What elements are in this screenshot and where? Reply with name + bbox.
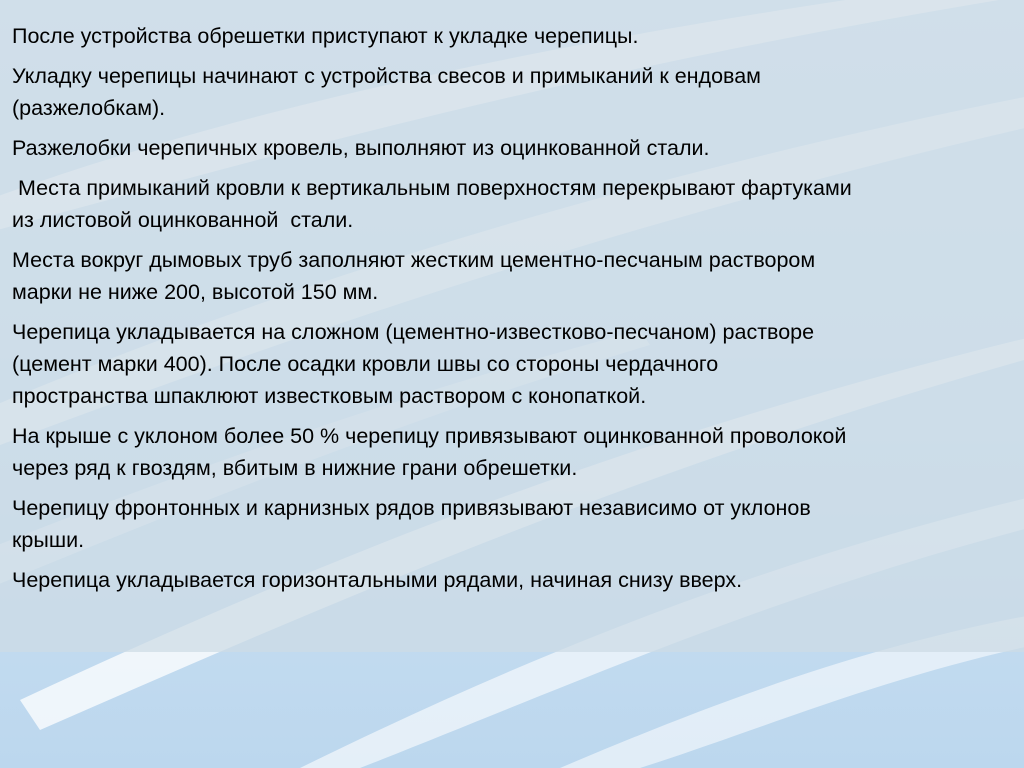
text-line: Места примыканий кровли к вертикальным поверхностям перекрывают фартуками bbox=[12, 176, 852, 200]
text-line: Укладку черепицы начинают с устройства свесов и примыканий к ендовам bbox=[12, 64, 761, 88]
text-line: Места вокруг дымовых труб заполняют жестким цементно-песчаным раствором bbox=[12, 248, 816, 272]
text-line: После устройства обрешетки приступают к укладке черепицы. bbox=[12, 24, 639, 48]
text-line: Черепицу фронтонных и карнизных рядов привязывают независимо от уклонов bbox=[12, 496, 811, 520]
paragraph-4 bbox=[12, 172, 1012, 236]
paragraph-8 bbox=[12, 492, 1012, 556]
text-line: через ряд к гвоздям, вбитым в нижние грани обрешетки. bbox=[12, 456, 578, 480]
text-line: (разжелобкам). bbox=[12, 96, 166, 120]
text-line: Черепица укладывается горизонтальными рядами, начиная снизу вверх. bbox=[12, 568, 743, 592]
text-line: пространства шпаклюют известковым раствором с конопаткой. bbox=[12, 384, 647, 408]
paragraph-1 bbox=[12, 20, 1012, 52]
content-body bbox=[12, 20, 1012, 604]
paragraph-7 bbox=[12, 420, 1012, 484]
text-line: (цемент марки 400). После осадки кровли швы со стороны чердачного bbox=[12, 352, 719, 376]
text-line: из листовой оцинкованной стали. bbox=[12, 208, 354, 232]
text-line: Черепица укладывается на сложном (цементно-известково-песчаном) растворе bbox=[12, 320, 815, 344]
paragraph-5 bbox=[12, 244, 1012, 308]
text-line: марки не ниже 200, высотой 150 мм. bbox=[12, 280, 379, 304]
paragraph-6 bbox=[12, 316, 1012, 412]
paragraph-9 bbox=[12, 564, 1012, 596]
paragraph-2 bbox=[12, 60, 1012, 124]
text-line: Разжелобки черепичных кровель, выполняют из оцинкованной стали. bbox=[12, 136, 710, 160]
text-line: крыши. bbox=[12, 528, 85, 552]
text-line: На крыше с уклоном более 50 % черепицу привязывают оцинкованной проволокой bbox=[12, 424, 847, 448]
paragraph-3 bbox=[12, 132, 1012, 164]
